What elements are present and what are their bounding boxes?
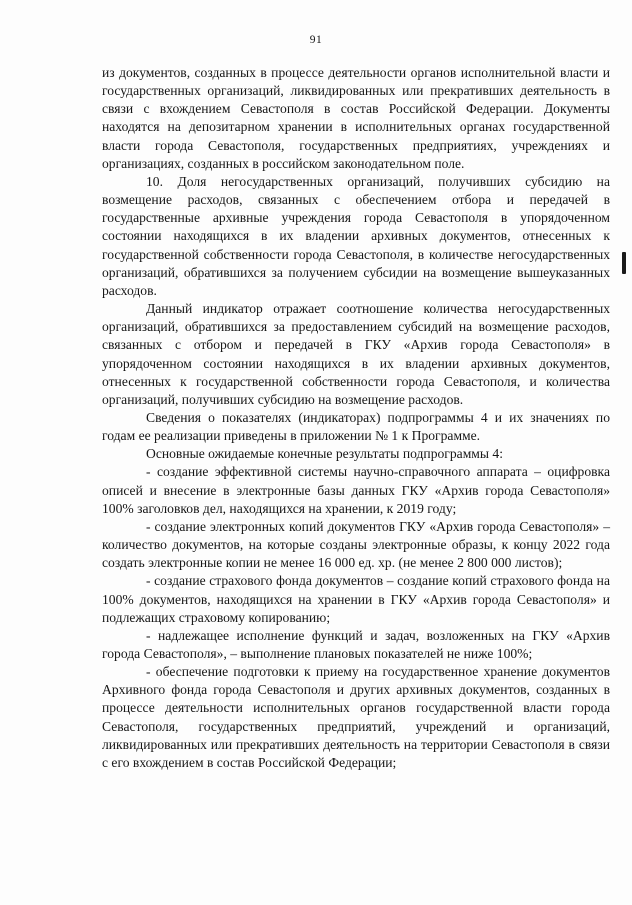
paragraph-continuation: из документов, созданных в процессе деятельности органов исполнительной власти и государственных организаций, ликвидированных или прекративших деятельность в связи с вхождением Севастополя в состав Российской Федерации. Документы находятся на депозитарном хранении в исполнительных органах государственной власти города Севастополя, государственных предприятиях, учреждениях и организациях, созданных в российском законодательном поле. bbox=[102, 65, 610, 171]
scan-edge-mark bbox=[622, 252, 626, 274]
list-item: - обеспечение подготовки к приему на государственное хранение документов Архивного фонда города Севастополя и других архивных документов, созданных в процессе деятельности исполнительных органов государственной власти города Севастополя, государственных предприятий, учреждений и организаций, ликвидированных или прекративших деятельность на территории Севастополя в связи с его вхождением в состав Российской Федерации; bbox=[102, 664, 610, 770]
paragraph-results-heading: Основные ожидаемые конечные результаты подпрограммы 4: bbox=[146, 446, 504, 462]
page-number: 91 bbox=[309, 34, 323, 46]
paragraph-indicators-info: Сведения о показателях (индикаторах) подпрограммы 4 и их значениях по годам ее реализации приведены в приложении № 1 к Программе. bbox=[102, 409, 610, 444]
document-body bbox=[102, 64, 610, 772]
list-item: - создание электронных копий документов ГКУ «Архив города Севастополя» – количество документов, на которые созданы электронные образы, к концу 2022 года создать электронные копии не менее 16 000 ед. хр. (не менее 2 800 000 листов); bbox=[102, 518, 610, 571]
list-item: - создание эффективной системы научно-справочного аппарата – оцифровка описей и внесение в электронные базы данных ГКУ «Архив города Севастополя» 100% заголовков дел, находящихся на хранении, к 2019 году; bbox=[102, 464, 610, 516]
paragraph-indicator-10: 10. Доля негосударственных организаций, получивших субсидию на возмещение расходов, связанных с обеспечением отбора и передачей в государственные архивные учреждения города Севастополя в упорядоченном состоянии находящихся в их владении архивных документов, отнесенных к государственной собственности города Севастополя, в количестве негосударственных организаций, обратившихся за получением субсидии на возмещение вышеуказанных расходов. bbox=[102, 173, 610, 298]
list-item: - создание страхового фонда документов – создание копий страхового фонда на 100% документов, находящихся на хранении в ГКУ «Архив города Севастополя» и подлежащих страховому копированию; bbox=[102, 573, 610, 625]
paragraph-indicator-description: Данный индикатор отражает соотношение количества негосударственных организаций, обратившихся за предоставлением субсидий на возмещение расходов, связанных с отбором и передачей в ГКУ «Архив города Севастополя» в упорядоченном состоянии находящихся в их владении архивных документов, отнесенных к государственной собственности города Севастополя, и количества организаций, получивших субсидию на возмещение расходов. bbox=[102, 301, 610, 407]
list-item: - надлежащее исполнение функций и задач, возложенных на ГКУ «Архив города Севастополя», – выполнение плановых показателей не ниже 100%; bbox=[102, 627, 610, 661]
